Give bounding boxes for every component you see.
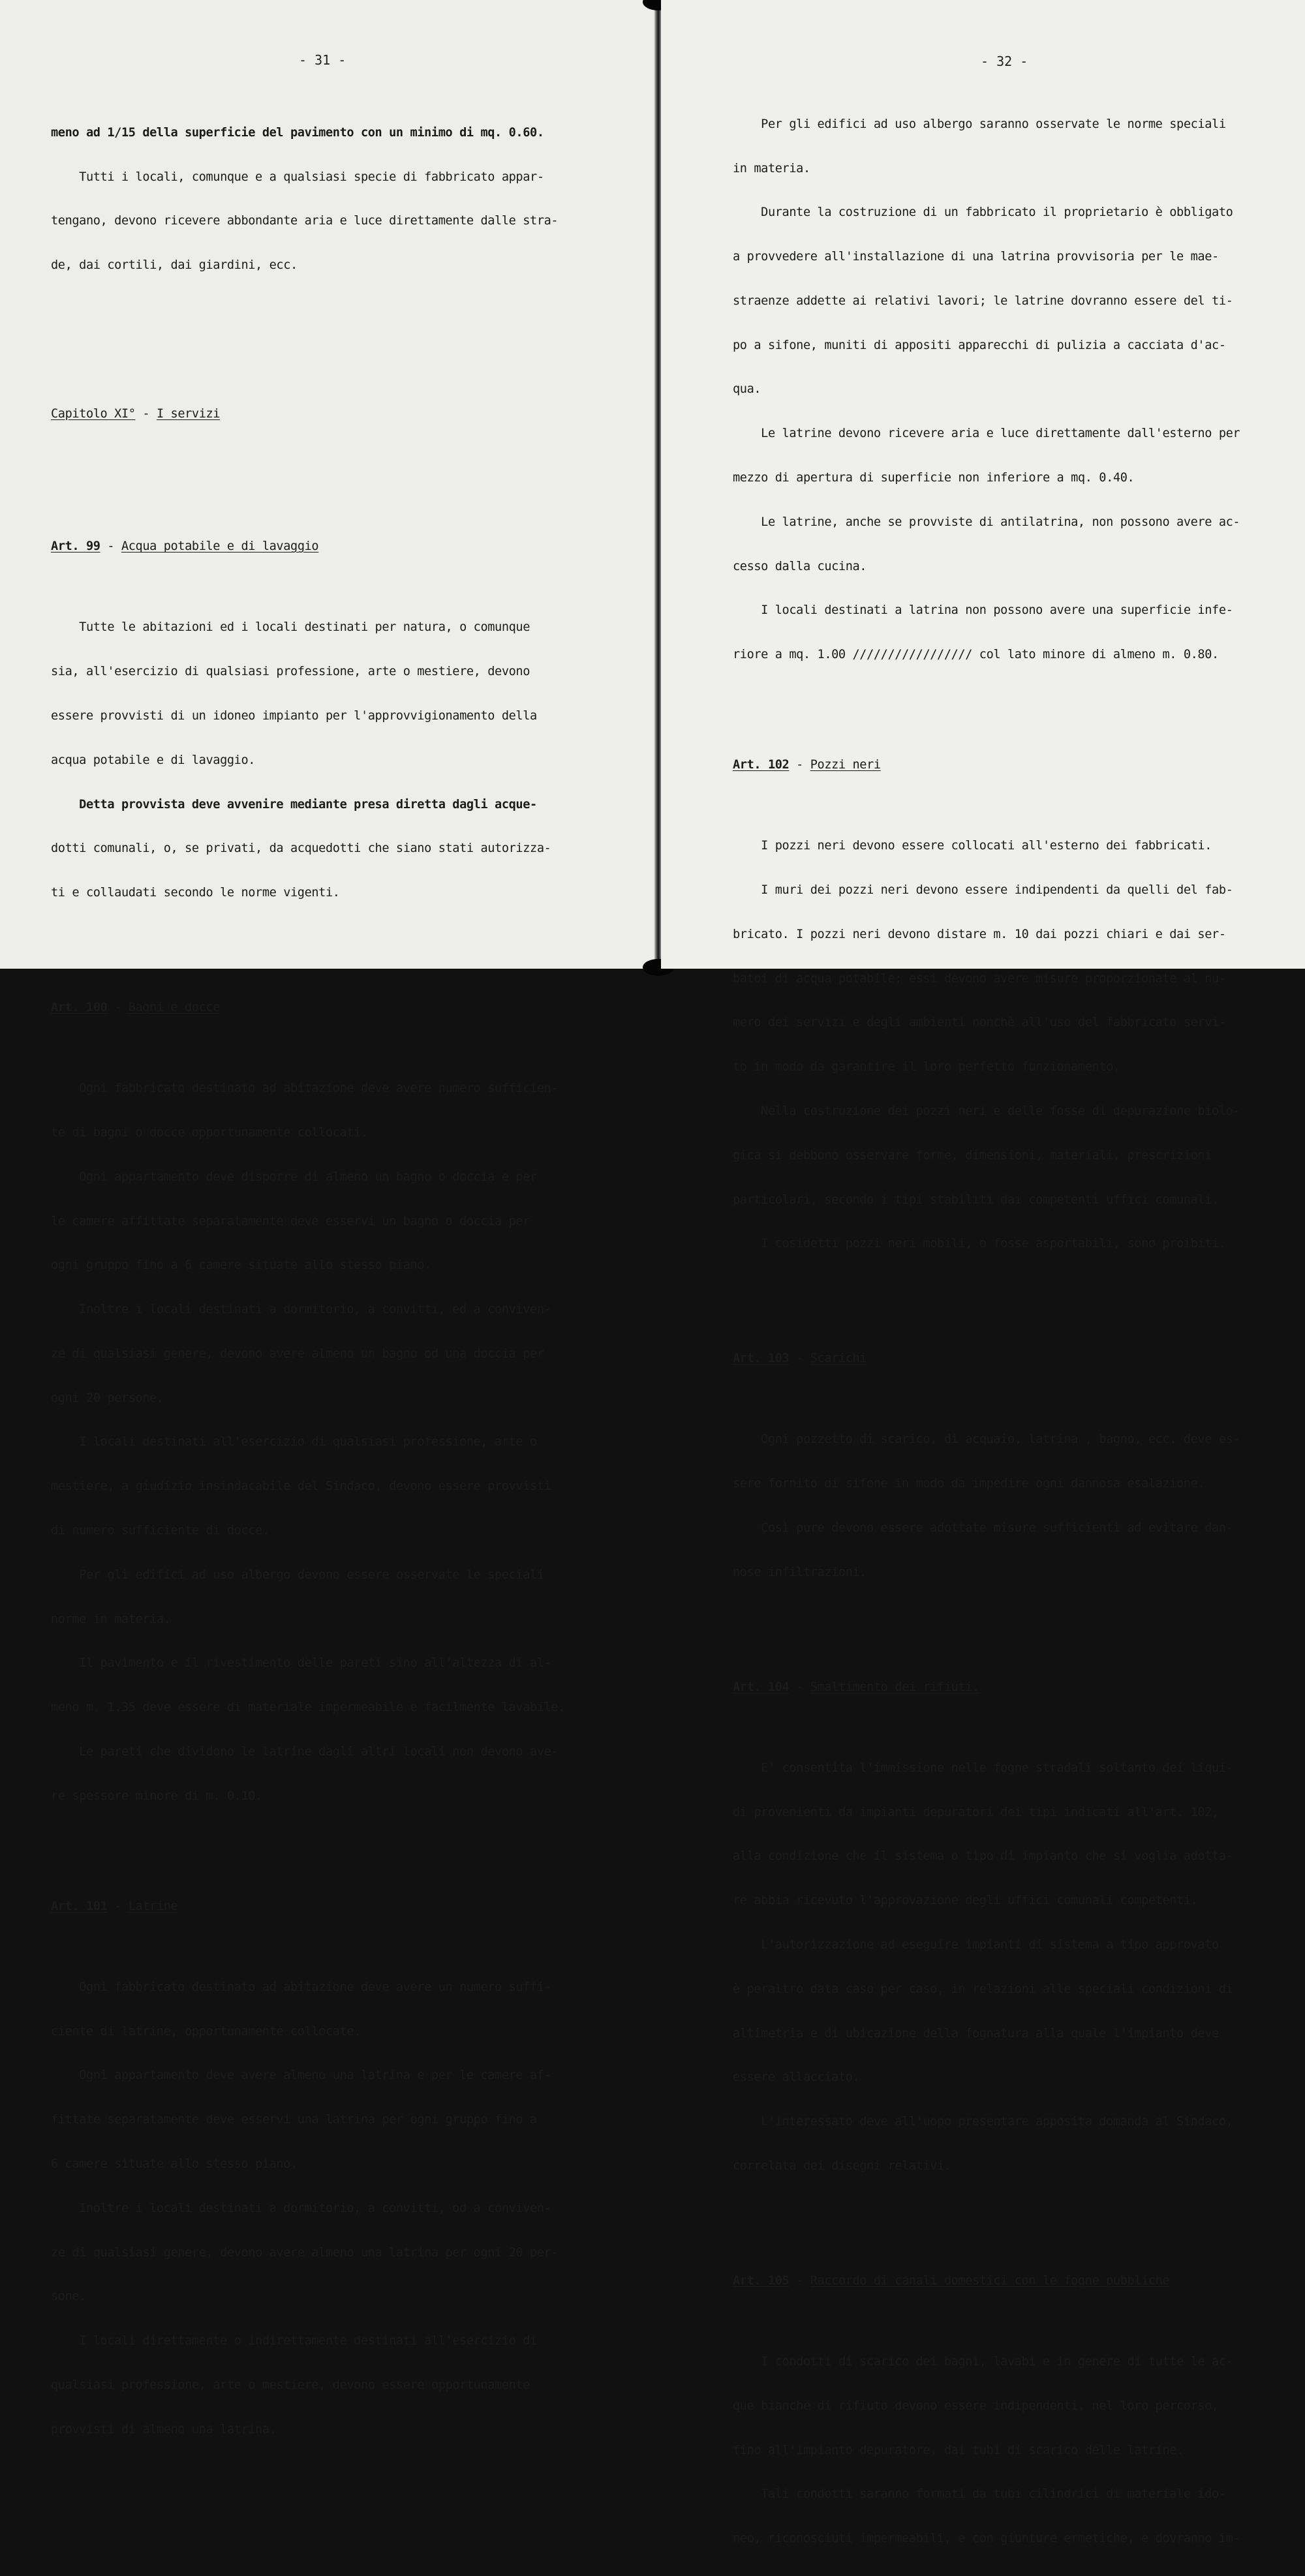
- article-heading-105: [733, 2274, 1240, 2289]
- article-heading-102: [733, 758, 1240, 773]
- text-line: neo, riconosciuti impermeabili, e con giunture ermetiche, e dovranno im-: [733, 2532, 1240, 2546]
- text-line: de, dai cortili, dai giardini, ecc.: [51, 258, 298, 273]
- text-line: mero dei servizi e degli ambienti nonchè all'uso del fabbricato servi-: [733, 1016, 1226, 1030]
- left-page-text: [51, 82, 565, 2466]
- text-line: Ogni fabbricato destinato ad abitazione deve avere numero sufficien-: [51, 1082, 559, 1096]
- text-line: mestiere, a giudizio insindacabile del Sindaco, devono essere provvisti: [51, 1479, 551, 1494]
- text-line: alla condizione che il sistema o tipo di impianto che si voglia adotta-: [733, 1849, 1233, 1864]
- text-line: Le latrine, anche se provviste di antilatrina, non possono avere ac-: [733, 515, 1240, 529]
- chapter-title: I servizi: [156, 407, 221, 421]
- article-label: Art. 105: [733, 2274, 790, 2288]
- text-line: E' consentita l'immissione nelle fogne stradali soltanto dei liqui-: [733, 1761, 1233, 1775]
- text-line: Il pavimento e il rivestimento delle pareti sino all'altezza di al-: [51, 1656, 551, 1671]
- right-page: [661, 0, 1305, 2546]
- article-separator: -: [789, 1680, 810, 1694]
- text-line: Nella costruzione dei pozzi neri e delle fosse di depurazione biolo-: [733, 1104, 1240, 1118]
- text-line: sere fornito di sifone in modo da impedire ogni dannosa esalazione.: [733, 1477, 1205, 1491]
- text-line: di provenienti da impianti depuratori dei tipi indicati all'art. 102,: [733, 1805, 1219, 1819]
- article-separator: -: [789, 2274, 810, 2288]
- text-line: Ogni appartamento deve avere almeno una latrina e per le camere af-: [51, 2068, 551, 2083]
- text-line: L'autorizzazione ad eseguire impianti di sistema a tipo approvato: [733, 1938, 1219, 1952]
- text-line: I locali direttamente o indirettamente destinati all'esercizio di: [51, 2334, 537, 2348]
- text-line: I pozzi neri devono essere collocati all'esterno dei fabbricati.: [733, 839, 1212, 853]
- chapter-heading: [51, 407, 565, 422]
- text-line: qua.: [733, 382, 761, 397]
- text-line: le camere affittate separatamente deve esservi un bagno o doccia per: [51, 1214, 530, 1228]
- article-separator: -: [789, 758, 810, 772]
- text-line: Così pure devono essere adottate misure sufficienti ad evitare dan-: [733, 1521, 1233, 1535]
- article-title: Raccordo di canali domestici con le fogne pubbliche: [810, 2274, 1170, 2288]
- article-heading-99: [51, 539, 565, 554]
- article-heading-104: [733, 1680, 1240, 1695]
- article-label: Art. 102: [733, 758, 790, 772]
- article-title: Acqua potabile e di lavaggio: [121, 539, 319, 554]
- text-line: batoi di acqua potabile; essi devono avere misure proporzionate al nu-: [733, 971, 1226, 986]
- text-line: I cosidetti pozzi neri mobili, o fosse asportabili, sono proibiti.: [733, 1237, 1226, 1251]
- text-line: Detta provvista deve avvenire mediante presa diretta dagli acque-: [51, 797, 537, 811]
- text-line: Durante la costruzione di un fabbricato il proprietario è obbligato: [733, 205, 1233, 220]
- article-separator: -: [107, 1899, 129, 1913]
- article-heading-100: [51, 1001, 565, 1016]
- text-line: mezzo di apertura di superficie non inferiore a mq. 0.40.: [733, 471, 1135, 485]
- text-line: I locali destinati all'esercizio di qualsiasi professione, arte o: [51, 1435, 537, 1449]
- text-line: a provvedere all'installazione di una latrina provvisoria per le mae-: [733, 250, 1219, 264]
- text-line: nose infiltrazioni.: [733, 1565, 867, 1579]
- text-line: re abbia ricevuto l'approvazione degli uffici comunali competenti.: [733, 1894, 1198, 1908]
- page-number-31: - 31 -: [299, 52, 346, 68]
- text-line: gica si debbono osservare forme, dimensioni, materiali, prescrizioni: [733, 1148, 1212, 1162]
- text-line: Tutti i locali, comunque e a qualsiasi specie di fabbricato appar-: [51, 170, 544, 184]
- article-separator: -: [107, 1001, 129, 1015]
- text-line: tengano, devono ricevere abbondante aria e luce direttamente dalle stra-: [51, 214, 559, 228]
- article-title: Pozzi neri: [810, 758, 881, 772]
- text-line: correlata dei disegni relativi.: [733, 2159, 951, 2173]
- text-line: que bianche di rifiuto devono essere indipendenti, nel loro percorso,: [733, 2399, 1219, 2413]
- article-label: Art. 104: [733, 1680, 790, 1694]
- text-line: in materia.: [733, 161, 810, 175]
- text-line: è peraltro data caso per caso, in relazioni alle speciali condizioni di: [733, 1982, 1233, 1996]
- text-line: Ogni pozzetto di scarico, di acquaio, latrina , bagno, ecc. deve es-: [733, 1432, 1240, 1447]
- article-heading-103: [733, 1352, 1240, 1367]
- text-line: I locali destinati a latrina non possono avere una superficie infe-: [733, 603, 1233, 618]
- text-line: po a sifone, muniti di appositi apparecchi di pulizia a cacciata d'ac-: [733, 338, 1226, 352]
- article-separator: -: [789, 1352, 810, 1366]
- text-line: riore a mq. 1.00 ///////////////// col lato minore di almeno m. 0.80.: [733, 648, 1219, 662]
- text-line: provvisti di almeno una latrina.: [51, 2422, 277, 2436]
- text-line: Tutte le abitazioni ed i locali destinati per natura, o comunque: [51, 620, 530, 635]
- text-line: I condotti di scarico dei bagni, lavabi e in genere di tutte le ac-: [733, 2355, 1233, 2369]
- text-line: I muri dei pozzi neri devono essere indipendenti da quelli del fab-: [733, 883, 1233, 898]
- text-line: Inoltre i locali destinati a dormitorio, a convitti, ed a conviven-: [51, 1303, 551, 1317]
- right-page-text: [733, 73, 1240, 2576]
- text-line: re spessore minore di m. 0.10.: [51, 1789, 262, 1803]
- text-line: Le latrine devono ricevere aria e luce direttamente dall'esterno per: [733, 427, 1240, 441]
- text-line: particolari, secondo i tipi stabiliti dai competenti uffici comunali.: [733, 1192, 1219, 1207]
- text-line: altimetria e di ubicazione della fognatura alla quale l'impianto deve: [733, 2026, 1219, 2040]
- text-line: 6 camere situate allo stesso piano.: [51, 2157, 298, 2171]
- article-separator: -: [100, 539, 121, 554]
- text-line: ze di qualsiasi genere, devono avere almeno una latrina per ogni 20 per-: [51, 2245, 559, 2260]
- text-line: fino all'impianto depuratore, dai tubi di scarico delle latrine.: [733, 2443, 1184, 2457]
- chapter-separator: -: [135, 407, 157, 421]
- text-line: meno m. 1.35 deve essere di materiale impermeabile e facilmente lavabile.: [51, 1701, 565, 1715]
- article-label: Art. 103: [733, 1352, 790, 1366]
- article-title: Smaltimento dei rifiuti.: [810, 1680, 979, 1694]
- article-title: Scarichi: [810, 1352, 867, 1366]
- text-line: bricato. I pozzi neri devono distare m. 10 dai pozzi chiari e dai ser-: [733, 927, 1226, 941]
- text-line: ciente di latrine, opportunamente collocate.: [51, 2024, 361, 2038]
- article-label: Art. 100: [51, 1001, 108, 1015]
- left-page: [0, 0, 656, 2436]
- text-line: dotti comunali, o, se privati, da acquedotti che siano stati autorizza-: [51, 841, 551, 856]
- text-line: Inoltre i locali destinati a dormitorio, a convitti, od a conviven-: [51, 2201, 551, 2215]
- text-line: sone.: [51, 2290, 86, 2304]
- text-line: cesso dalla cucina.: [733, 559, 867, 573]
- text-line: fittate separatamente deve esservi una latrina per ogni gruppo fino a: [51, 2113, 537, 2127]
- text-line: qualsiasi professione, arte o mestiere, devono essere opportunamente: [51, 2378, 530, 2392]
- text-line: norme in materia.: [51, 1612, 171, 1626]
- page-number-32: - 32 -: [981, 53, 1028, 69]
- text-line: Ogni fabbricato destinato ad abitazione deve avere un numero suffi-: [51, 1980, 551, 1994]
- text-line: te di bagni o docce opportunamente collocati.: [51, 1126, 368, 1140]
- text-line: Tali condotti saranno formati da tubi cilindrici di materiale ido-: [733, 2487, 1226, 2502]
- text-line: Ogni appartamento deve disporre di almeno un bagno o doccia e per: [51, 1170, 537, 1184]
- article-title: Latrine: [128, 1899, 178, 1913]
- article-heading-101: [51, 1900, 565, 1915]
- text-line: ogni 20 persone.: [51, 1391, 164, 1405]
- text-line: Le pareti che dividono le latrine dagli altri locali non devono ave-: [51, 1744, 559, 1759]
- text-line: ti e collaudati secondo le norme vigenti.: [51, 886, 340, 900]
- text-line: sia, all'esercizio di qualsiasi professione, arte o mestiere, devono: [51, 665, 530, 679]
- chapter-label: Capitolo XI°: [51, 407, 136, 421]
- text-line: L'interessato deve all'uopo presentare apposita domanda al Sindaco,: [733, 2115, 1233, 2129]
- text-line: essere allacciato.: [733, 2070, 860, 2085]
- text-line: ze di qualsiasi genere, devono avere almeno un bagno od una doccia per: [51, 1346, 544, 1361]
- text-line: Per gli edifici ad uso albergo saranno osservate le norme speciali: [733, 117, 1226, 131]
- article-label: Art. 101: [51, 1899, 108, 1913]
- text-line: di numero sufficiente di docce.: [51, 1524, 269, 1538]
- text-line: acqua potabile e di lavaggio.: [51, 753, 256, 767]
- text-line: meno ad 1/15 della superficie del pavimento con un minimo di mq. 0.60.: [51, 125, 544, 140]
- article-label: Art. 99: [51, 539, 100, 554]
- text-line: Per gli edifici ad uso albergo devono essere osservate le speciali: [51, 1568, 544, 1582]
- text-line: straenze addette ai relativi lavori; le latrine dovranno essere del ti-: [733, 294, 1233, 308]
- article-title: Bagni e docce: [128, 1001, 221, 1015]
- text-line: to in modo da garantire il loro perfetto funzionamento.: [733, 1060, 1120, 1074]
- text-line: ogni gruppo fino a 6 camere situate allo stesso piano.: [51, 1258, 431, 1273]
- text-line: essere provvisti di un idoneo impianto per l'approvvigionamento della: [51, 708, 537, 723]
